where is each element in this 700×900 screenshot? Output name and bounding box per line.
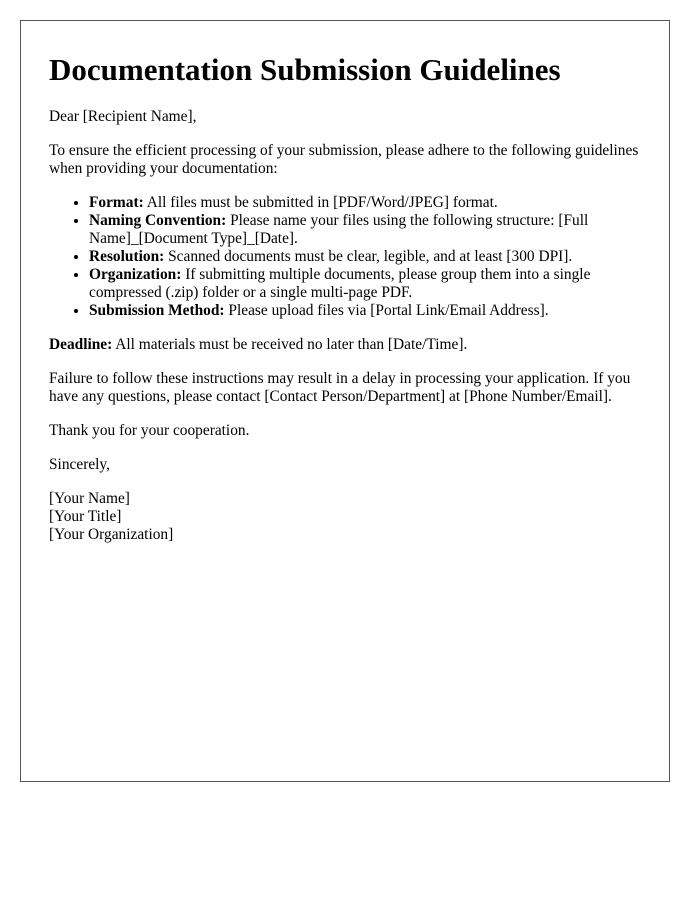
guideline-text: Scanned documents must be clear, legible, and at least [300 DPI]. <box>164 248 573 266</box>
guidelines-list <box>49 194 649 320</box>
guideline-label: Naming Convention: <box>89 212 227 230</box>
signature-title: [Your Title] <box>49 508 122 526</box>
failure-notice: Failure to follow these instructions may result in a delay in processing your application. If you have any questions, please contact [Contact Person/Department] at [Phone Number/Email]. <box>49 370 631 406</box>
guideline-label: Organization: <box>89 266 182 284</box>
guideline-label: Submission Method: <box>89 302 225 320</box>
guideline-naming-convention <box>89 212 649 248</box>
intro-paragraph: To ensure the efficient processing of your submission, please adhere to the following guidelines when providing your documentation: <box>49 142 639 178</box>
guideline-resolution <box>89 248 649 266</box>
salutation: Dear [Recipient Name], <box>49 108 197 126</box>
guideline-text: Please upload files via [Portal Link/Email Address]. <box>224 302 549 320</box>
thanks-line: Thank you for your cooperation. <box>49 422 250 440</box>
guideline-text: Please name your files using the following structure: [Full Name]_[Document Type]_[Date]. <box>89 212 589 248</box>
guideline-organization <box>89 266 649 302</box>
deadline-label: Deadline: <box>49 336 113 354</box>
signature-block <box>49 490 649 544</box>
page-title: Documentation Submission Guidelines <box>49 52 561 87</box>
guideline-format <box>89 194 649 212</box>
closing-line: Sincerely, <box>49 456 110 474</box>
deadline-text: All materials must be received no later than [Date/Time]. <box>112 336 468 354</box>
guideline-text: If submitting multiple documents, please group them into a single compressed (.zip) folder or a single multi-page PDF. <box>89 266 591 302</box>
guideline-label: Format: <box>89 194 144 212</box>
signature-name: [Your Name] <box>49 490 130 508</box>
signature-organization: [Your Organization] <box>49 526 174 544</box>
letter-page <box>20 20 670 782</box>
guideline-submission-method <box>89 302 649 320</box>
deadline-paragraph <box>49 336 649 354</box>
guideline-label: Resolution: <box>89 248 165 266</box>
guideline-text: All files must be submitted in [PDF/Word/JPEG] format. <box>143 194 498 212</box>
